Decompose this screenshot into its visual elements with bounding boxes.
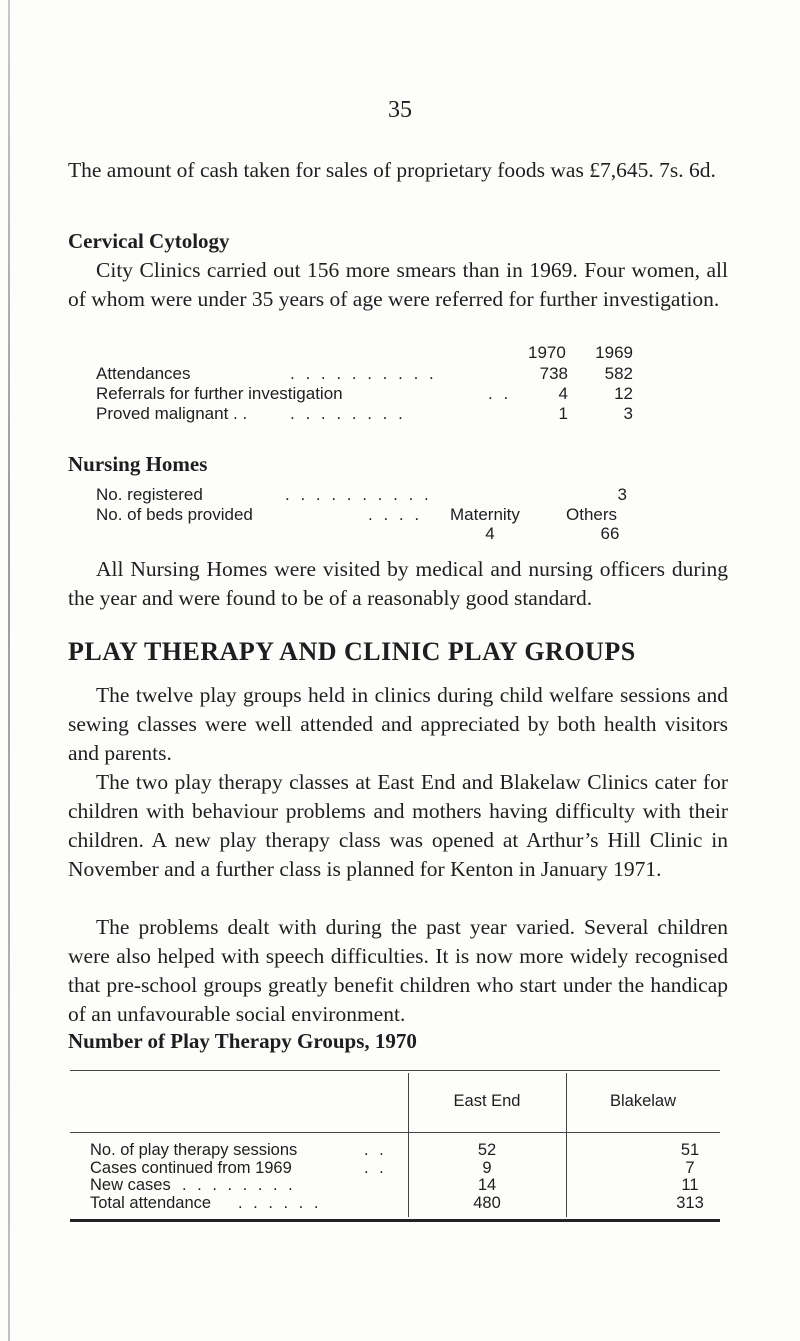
- east-end-value: 480: [473, 1194, 501, 1212]
- others-label: Others: [566, 505, 618, 524]
- table-header-rule: [70, 1132, 720, 1133]
- play-paragraph: The two play therapy classes at East End and Blakelaw Clinics cater for children with behaviour problems and mothers having difficulty with their children. A new play therapy class was opened at Arthur’s Hill Clinic in November and a further class is planned for Kenton in January 1971.: [68, 770, 728, 881]
- leader-dots: . . . .: [368, 505, 423, 524]
- leader-dots: . . . . . . . .: [290, 404, 406, 423]
- cervical-value-1969: 582: [604, 364, 633, 383]
- nursing-homes-heading: Nursing Homes: [68, 452, 208, 476]
- table-row-label: New cases: [90, 1176, 171, 1194]
- east-end-value: 9: [482, 1159, 492, 1177]
- play-paragraph: The twelve play groups held in clinics during child welfare sessions and sewing classes were well attended and appreciated by both health visitors and parents.: [68, 683, 728, 765]
- others-value: 66: [600, 524, 620, 543]
- cervical-value-1970: 1: [558, 404, 568, 423]
- leader-dots: . .: [488, 384, 512, 403]
- leader-dots: . . . . . .: [238, 1194, 322, 1212]
- page-number: 35: [388, 97, 412, 123]
- blakelaw-value: 51: [680, 1141, 700, 1159]
- cervical-col-1969: 1969: [595, 343, 633, 362]
- maternity-label: Maternity: [450, 505, 520, 524]
- beds-label: No. of beds provided: [96, 505, 253, 524]
- cervical-value-1970: 738: [539, 364, 568, 383]
- cervical-row-label: Attendances: [96, 364, 191, 383]
- cervical-cytology-heading: Cervical Cytology: [68, 229, 230, 253]
- east-end-value: 14: [477, 1176, 497, 1194]
- leader-dots: . .: [364, 1141, 387, 1159]
- page-binding-edge: [8, 0, 10, 1341]
- blakelaw-value: 11: [681, 1176, 699, 1194]
- maternity-value: 4: [485, 524, 495, 543]
- table-row-label: Cases continued from 1969: [90, 1159, 292, 1177]
- cervical-row-label: Proved malignant . .: [96, 404, 248, 423]
- blakelaw-value: 7: [685, 1159, 695, 1177]
- registered-label: No. registered: [96, 485, 203, 504]
- play-therapy-heading: PLAY THERAPY AND CLINIC PLAY GROUPS: [68, 637, 636, 666]
- cervical-cytology-paragraph: City Clinics carried out 156 more smears than in 1969. Four women, all of whom were under 35 years of age were referred for further investigation.: [68, 258, 728, 311]
- intro-paragraph: The amount of cash taken for sales of proprietary foods was £7,645. 7s. 6d.: [68, 158, 716, 182]
- cervical-value-1969: 3: [623, 404, 633, 423]
- leader-dots: . .: [364, 1159, 387, 1177]
- leader-dots: . . . . . . . . . .: [290, 364, 437, 383]
- cervical-value-1969: 12: [614, 384, 633, 403]
- column-header-blakelaw: Blakelaw: [609, 1092, 677, 1110]
- cervical-col-1970: 1970: [528, 343, 566, 362]
- blakelaw-value: 313: [676, 1194, 704, 1212]
- cervical-row-label: Referrals for further investigation: [96, 384, 343, 403]
- leader-dots: . . . . . . . .: [182, 1176, 296, 1194]
- east-end-value: 52: [477, 1141, 497, 1159]
- nursing-homes-paragraph: All Nursing Homes were visited by medical and nursing officers during the year and were found to be of a reasonably good standard.: [68, 557, 728, 610]
- table-row-label: No. of play therapy sessions: [90, 1141, 298, 1159]
- leader-dots: . . . . . . . . . .: [285, 485, 432, 504]
- table-row-label: Total attendance: [90, 1194, 212, 1212]
- play-paragraph: The problems dealt with during the past year varied. Several children were also helped with speech difficulties. It is now more widely recognised that pre-school groups greatly benefit children who start under the handicap of an unfavourable social environment.: [68, 915, 728, 1026]
- registered-value: 3: [617, 485, 627, 504]
- table-heading: Number of Play Therapy Groups, 1970: [68, 1029, 417, 1053]
- column-header-east-end: East End: [453, 1092, 521, 1110]
- cervical-value-1970: 4: [558, 384, 568, 403]
